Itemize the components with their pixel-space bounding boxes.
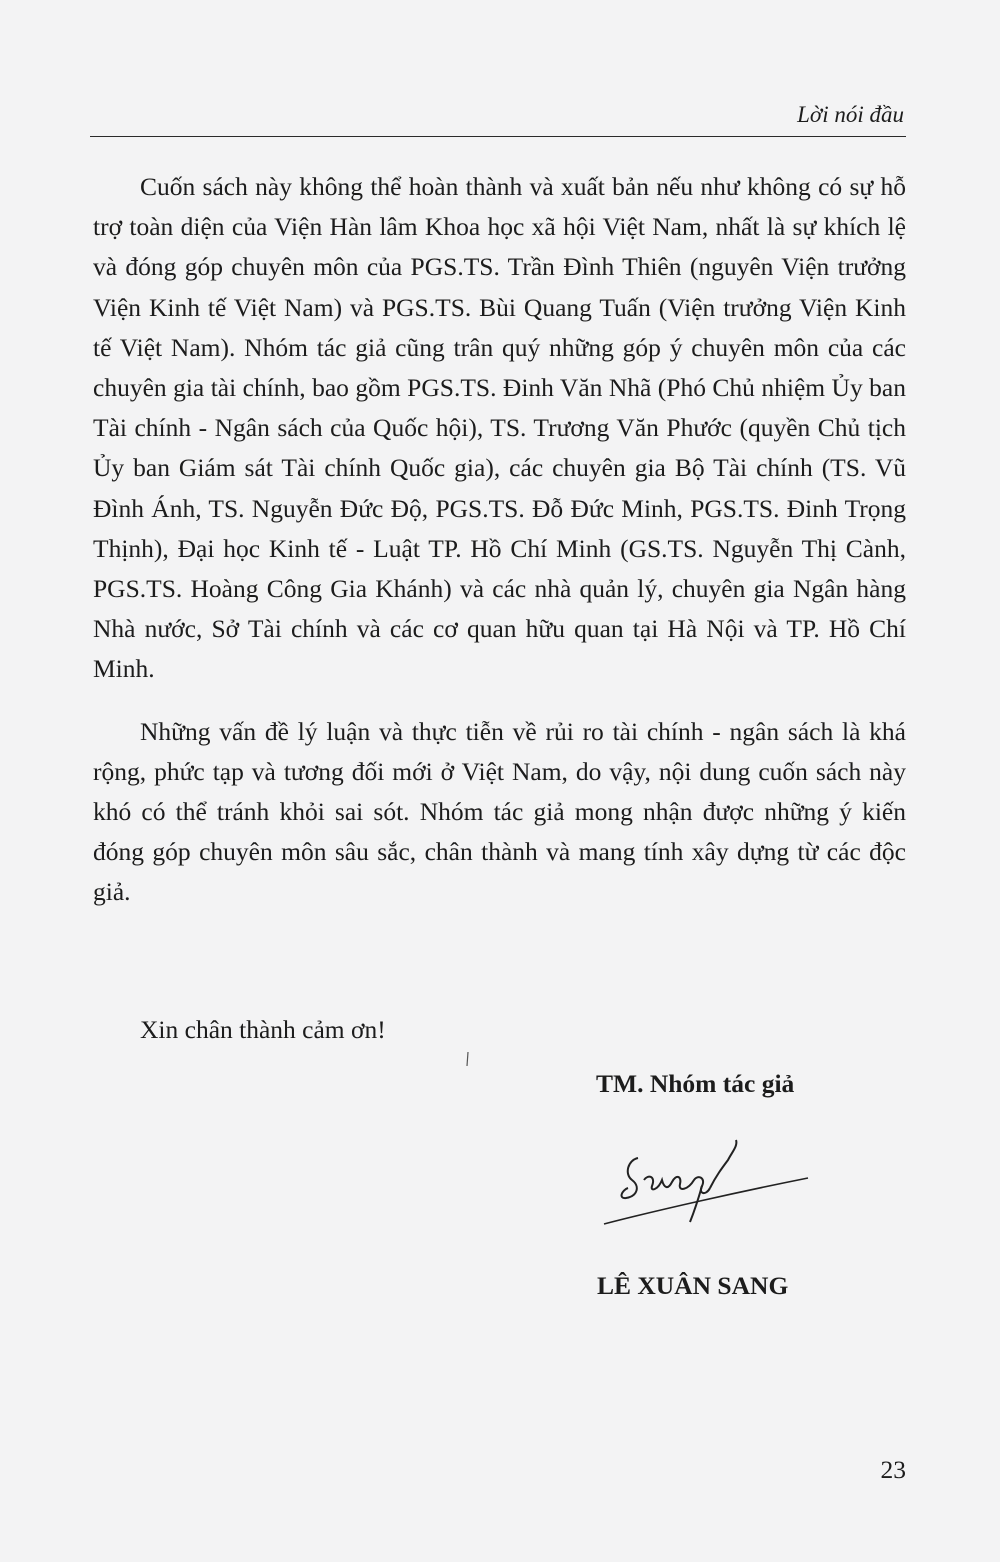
body-text: [93, 167, 906, 935]
page-number: 23: [880, 1455, 906, 1484]
signer-role: TM. Nhóm tác giả: [596, 1069, 795, 1098]
running-head: Lời nói đầu: [797, 102, 904, 127]
stray-mark: [466, 1052, 469, 1066]
signer-name: LÊ XUÂN SANG: [597, 1271, 789, 1300]
paragraph-feedback: Những vấn đề lý luận và thực tiễn về rủi ro tài chính - ngân sách là khá rộng, phức tạp và tương đối mới ở Việt Nam, do vậy, nội dung cuốn sách này khó có thể tránh khỏi sai sót. Nhóm tác giả mong nhận được những ý kiến đóng góp chuyên môn sâu sắc, chân thành và mang tính xây dựng từ các độc giả.: [93, 716, 906, 907]
paragraph-acknowledgements: Cuốn sách này không thể hoàn thành và xuất bản nếu như không có sự hỗ trợ toàn diện của Viện Hàn lâm Khoa học xã hội Việt Nam, nhất là sự khích lệ và đóng góp chuyên môn của PGS.TS. Trần Đình Thiên (nguyên Viện trưởng Viện Kinh tế Việt Nam) và PGS.TS. Bùi Quang Tuấn (Viện trưởng Viện Kinh tế Việt Nam). Nhóm tác giả cũng trân quý những góp ý chuyên môn của các chuyên gia tài chính, bao gồm PGS.TS. Đinh Văn Nhã (Phó Chủ nhiệm Ủy ban Tài chính - Ngân sách của Quốc hội), TS. Trương Văn Phước (quyền Chủ tịch Ủy ban Giám sát Tài chính Quốc gia), các chuyên gia Bộ Tài chính (TS. Vũ Đình Ánh, TS. Nguyễn Đức Độ, PGS.TS. Đỗ Đức Minh, PGS.TS. Đinh Trọng Thịnh), Đại học Kinh tế - Luật TP. Hồ Chí Minh (GS.TS. Nguyễn Thị Cành, PGS.TS. Hoàng Công Gia Khánh) và các nhà quản lý, chuyên gia Ngân hàng Nhà nước, Sở Tài chính và các cơ quan hữu quan tại Hà Nội và TP. Hồ Chí Minh.: [93, 172, 906, 684]
closing-line: Xin chân thành cảm ơn!: [140, 1015, 386, 1044]
signature-image: [598, 1130, 818, 1230]
header-rule: [90, 136, 906, 137]
